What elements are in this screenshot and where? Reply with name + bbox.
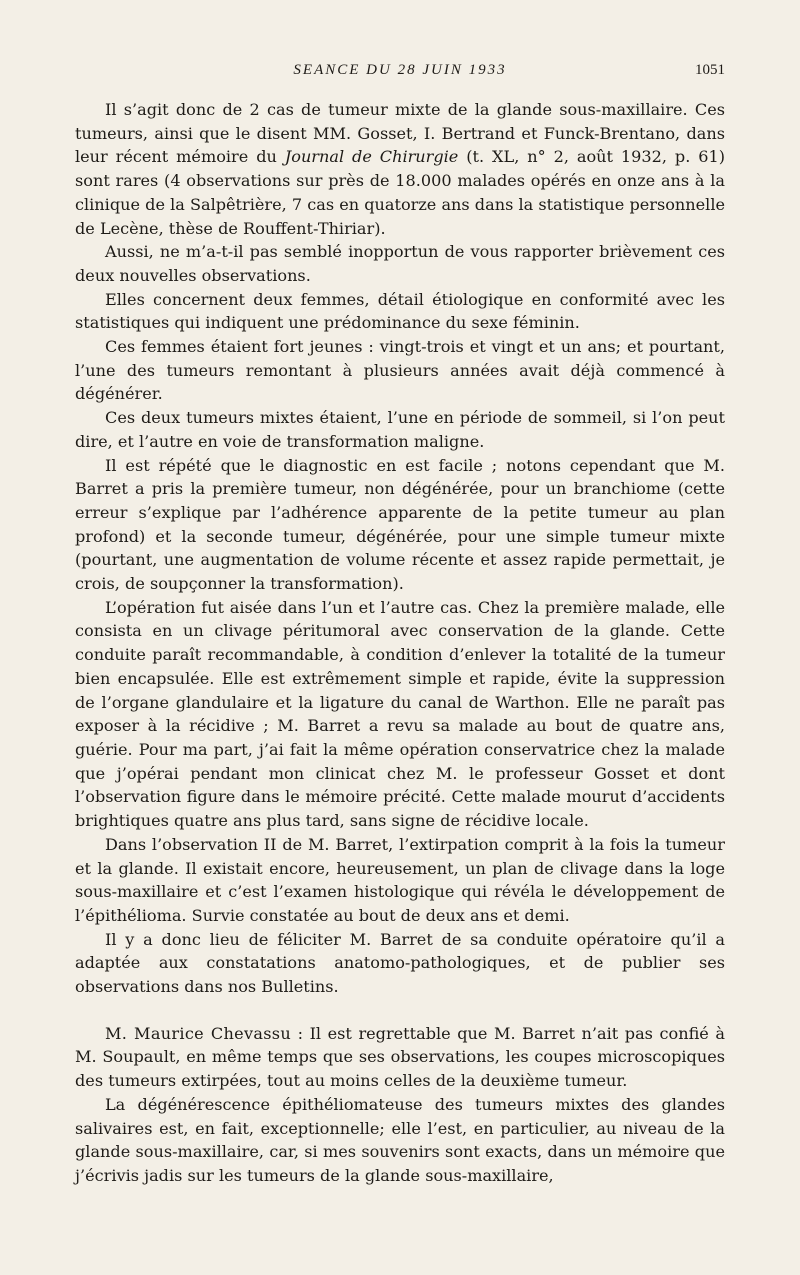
paragraph-1: Il s’agit donc de 2 cas de tumeur mixte de la glande sous-maxillaire. Ces tumeurs, ainsi que le disent MM. Gosset, I. Bertrand et Funck-Brentano, dans leur récent mémoire du Journal de Chirurgie (t. XL, n° 2, août 1932, p. 61) sont rares (4 observations sur près de 18.000 malades opérés en onze ans à la clinique de la Salpêtrière, 7 cas en quatorze ans dans la statistique personnelle de Lecène, thèse de Rouffent-Thiriar). (75, 100, 725, 238)
discussion-paragraph-1: M. Maurice Chevassu : Il est regrettable que M. Barret n’ait pas confié à M. Soupault, en même temps que ses observations, les coupes microscopiques des tumeurs extirpées, tout au moins celles de la deuxième tumeur. (75, 1023, 725, 1091)
paragraph-7: L’opération fut aisée dans l’un et l’autre cas. Chez la première malade, elle consista en un clivage péritumoral avec conservation de la glande. Cette conduite paraît recommandable, à condition d’enlever la totalité de la tumeur bien encapsulée. Elle est extrêmement simple et rapide, évite la suppression de l’organe glandulaire et la ligature du canal de Warthon. Elle ne paraît pas exposer à la récidive ; M. Barret a revu sa malade au bout de quatre ans, guérie. Pour ma part, j’ai fait la même opération conservatrice chez la malade que j’opérai pendant mon clinicat chez M. le professeur Gosset et dont l’observation figure dans le mémoire précité. Cette malade mourut d’accidents brightiques quatre ans plus tard, sans signe de récidive locale. (75, 597, 725, 831)
discussion-paragraph-2: La dégénérescence épithéliomateuse des tumeurs mixtes des glandes salivaires est, en fait, exceptionnelle; elle l’est, en particulier, au niveau de la glande sous-maxillaire, car, si mes souvenirs sont exacts, dans un mémoire que j’écrivis jadis sur les tumeurs de la glande sous-maxillaire, (75, 1094, 725, 1185)
paragraph-4: Ces femmes étaient fort jeunes : vingt-trois et vingt et un ans; et pourtant, l’une des tumeurs remontant à plusieurs années avait déjà commencé à dégénérer. (75, 337, 725, 404)
paragraph-2: Aussi, ne m’a-t-il pas semblé inopportun de vous rapporter brièvement ces deux nouvelles observations. (75, 242, 725, 285)
running-title: SEANCE DU 28 JUIN 1933 (293, 62, 507, 78)
paragraph-3: Elles concernent deux femmes, détail étiologique en conformité avec les statistiques qui indiquent une prédominance du sexe féminin. (75, 289, 725, 333)
paragraph-9: Il y a donc lieu de féliciter M. Barret de sa conduite opératoire qu’il a adaptée aux constatations anatomo-pathologiques, et de publier ses observations dans nos Bulletins. (75, 929, 725, 997)
paragraph-5: Ces deux tumeurs mixtes étaient, l’une en période de sommeil, si l’on peut dire, et l’autre en voie de transformation maligne. (75, 408, 725, 451)
paragraph-8: Dans l’observation II de M. Barret, l’extirpation comprit à la fois la tumeur et la glande. Il existait encore, heureusement, un plan de clivage dans la loge sous-maxillaire et c’est l’examen histologique qui révéla le développement de l’épithélioma. Survie constatée au bout de deux ans et demi. (75, 834, 725, 925)
journal-title: Journal de Chirurgie (284, 147, 459, 167)
speaker-name: M. Maurice Chevassu (105, 1023, 292, 1043)
paragraph-6: Il est répété que le diagnostic en est facile ; notons cependant que M. Barret a pris la première tumeur, non dégénérée, pour un branchiome (cette erreur s’explique par l’adhérence apparente de la petite tumeur au plan profond) et la seconde tumeur, dégénérée, pour une simple tumeur mixte (pourtant, une augmentation de volume récente et assez rapide permettait, je crois, de soupçonner la transformation). (75, 455, 725, 594)
page-header (75, 62, 725, 86)
body-text (75, 98, 725, 1188)
section-gap (75, 999, 725, 1022)
page-number: 1051 (695, 62, 725, 78)
